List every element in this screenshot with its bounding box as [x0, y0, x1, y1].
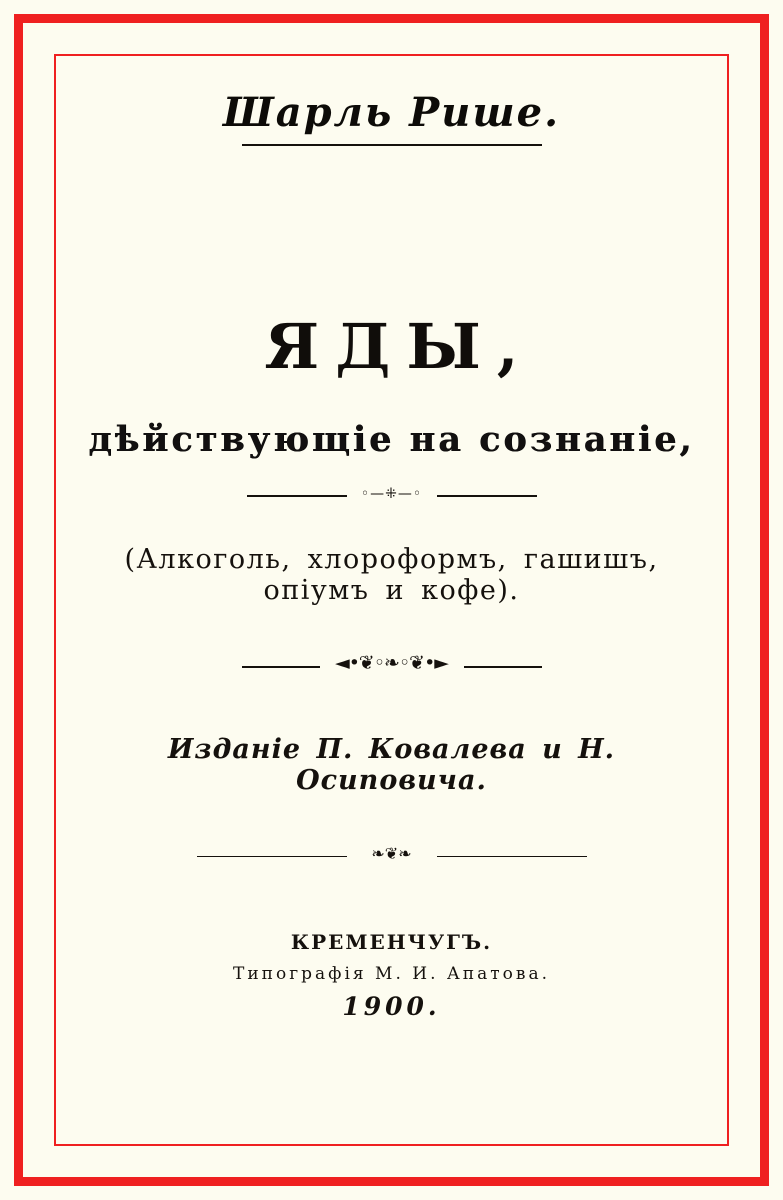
red-border-frame-outer: [14, 14, 769, 1186]
rule-right-line: [437, 495, 537, 497]
publisher-line: Изданіе П. Ковалева и Н. Осиповича.: [167, 734, 616, 797]
top-spacer: [75, 146, 708, 314]
page-title: ЯДЫ,: [264, 310, 535, 383]
imprint-city: КРЕМЕНЧУГЪ.: [290, 930, 493, 955]
imprint-block: [75, 930, 708, 1021]
rule-right-line: [464, 666, 542, 668]
ornament-glyph-small: ◦—⁜—◦: [360, 486, 423, 503]
rule-right-line: [437, 856, 587, 857]
author-name: Шарль Рише.: [222, 89, 561, 136]
author-block: [75, 75, 708, 146]
ornament-rule-big: [242, 652, 542, 676]
ornament-rule-small: [247, 488, 537, 502]
ornament-glyph-big: ◄•❦◦❧◦❦•►: [335, 652, 448, 675]
contents-note: (Алкоголь, хлороформъ, гашишъ, опіумъ и кофе).: [124, 544, 659, 607]
imprint-year: 1900.: [342, 992, 441, 1022]
page-subtitle: дѣйствующіе на сознаніе,: [88, 419, 695, 461]
imprint-printer: Типографія М. И. Апатова.: [233, 964, 550, 985]
ornament-rule-thin: [197, 844, 587, 864]
title-page-content: [75, 75, 708, 1125]
ornament-glyph-thin: ❧❦❧: [371, 844, 412, 864]
